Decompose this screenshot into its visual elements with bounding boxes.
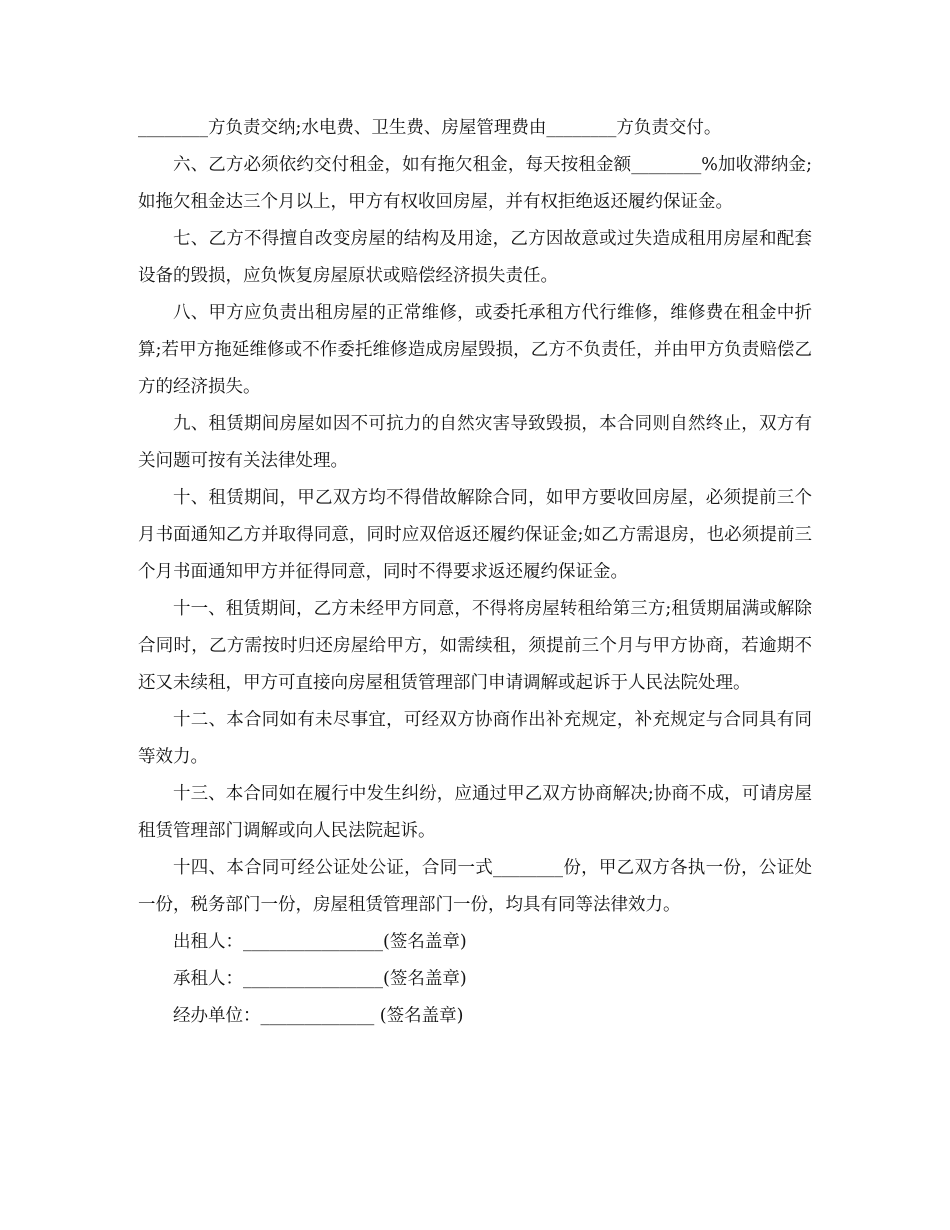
paragraph-fee-responsibility: ________方负责交纳;水电费、卫生费、房屋管理费由________方负责交付。 bbox=[138, 118, 722, 138]
paragraph-clause-13: 十三、本合同如在履行中发生纠纷，应通过甲乙双方协商解决;协商不成，可请房屋租赁管理部门调解或向人民法院起诉。 bbox=[138, 784, 812, 841]
paragraph-clause-8: 八、甲方应负责出租房屋的正常维修，或委托承租方代行维修，维修费在租金中折算;若甲方拖延维修或不作委托维修造成房屋毁损，乙方不负责任，并由甲方负责赔偿乙方的经济损失。 bbox=[138, 303, 812, 397]
signature-lessee: 承租人：________________(签名盖章) bbox=[173, 969, 467, 989]
paragraph-clause-6: 六、乙方必须依约交付租金，如有拖欠租金，每天按租金额________%加收滞纳金;如拖欠租金达三个月以上，甲方有权收回房屋，并有权拒绝返还履约保证金。 bbox=[138, 155, 812, 212]
paragraph-clause-11: 十一、租赁期间，乙方未经甲方同意，不得将房屋转租给第三方;租赁期届满或解除合同时，乙方需按时归还房屋给甲方，如需续租，须提前三个月与甲方协商，若逾期不还又未续租，甲方可直接向房屋租赁管理部门申请调解或起诉于人民法院处理。 bbox=[138, 599, 812, 693]
paragraph-clause-14: 十四、本合同可经公证处公证，合同一式________份，甲乙双方各执一份，公证处一份，税务部门一份，房屋租赁管理部门一份，均具有同等法律效力。 bbox=[138, 858, 812, 915]
paragraph-clause-9: 九、租赁期间房屋如因不可抗力的自然灾害导致毁损，本合同则自然终止，双方有关问题可按有关法律处理。 bbox=[138, 414, 812, 471]
signature-agency: 经办单位：_____________ (签名盖章) bbox=[173, 1006, 464, 1026]
document-page bbox=[138, 110, 812, 1035]
paragraph-clause-10: 十、租赁期间，甲乙双方均不得借故解除合同，如甲方要收回房屋，必须提前三个月书面通知乙方并取得同意，同时应双倍返还履约保证金;如乙方需退房，也必须提前三个月书面通知甲方并征得同意，同时不得要求返还履约保证金。 bbox=[138, 488, 812, 582]
signature-lessor: 出租人：________________(签名盖章) bbox=[173, 932, 467, 952]
paragraph-clause-12: 十二、本合同如有未尽事宜，可经双方协商作出补充规定，补充规定与合同具有同等效力。 bbox=[138, 710, 812, 767]
paragraph-clause-7: 七、乙方不得擅自改变房屋的结构及用途，乙方因故意或过失造成租用房屋和配套设备的毁损，应负恢复房屋原状或赔偿经济损失责任。 bbox=[138, 229, 812, 286]
